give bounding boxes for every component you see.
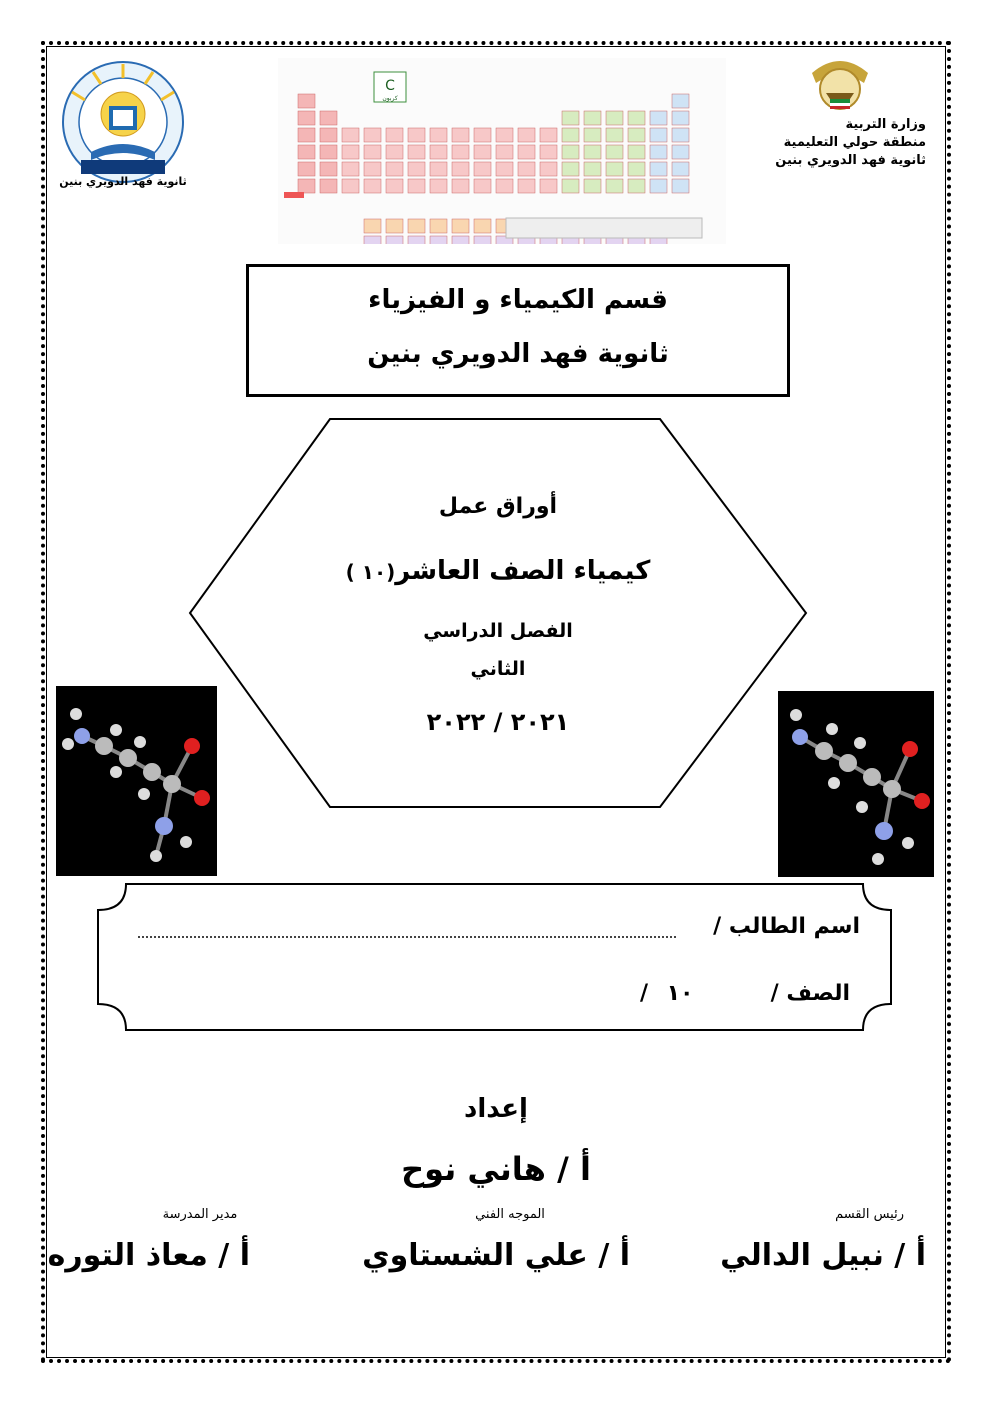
ministry-line-1: وزارة التربية bbox=[845, 117, 926, 132]
periodic-center-symbol: C bbox=[385, 78, 395, 94]
molecule-image-left bbox=[56, 686, 217, 876]
school-name: ثانوية فهد الدويري بنين bbox=[367, 339, 669, 369]
ministry-line-2: منطقة حولي التعليمية bbox=[783, 135, 926, 150]
principal-role: مدير المدرسة bbox=[162, 1207, 238, 1222]
subject-name: كيمياء الصف العاشر bbox=[395, 556, 651, 586]
semester-value: الثاني bbox=[470, 658, 526, 680]
head-of-department-role: رئيس القسم bbox=[835, 1207, 904, 1222]
title-hexagon bbox=[188, 417, 808, 809]
student-info-box bbox=[96, 882, 893, 1032]
kuwait-emblem bbox=[804, 53, 876, 117]
periodic-table-image bbox=[278, 58, 726, 244]
periodic-center-name: كربون bbox=[382, 95, 398, 102]
subject-title bbox=[288, 556, 708, 586]
ministry-line-3: ثانوية فهد الدويري بنين bbox=[775, 153, 926, 168]
ministry-header bbox=[726, 116, 926, 170]
department-box bbox=[246, 264, 790, 397]
class-slash: / bbox=[640, 981, 649, 1006]
academic-year: ٢٠٢١ / ٢٠٢٢ bbox=[426, 708, 570, 736]
prepared-by-label: إعداد bbox=[464, 1094, 528, 1124]
prepared-by-name: أ / هاني نوح bbox=[401, 1150, 591, 1188]
school-logo-caption: ثانوية فهد الدويري بنين bbox=[59, 175, 187, 188]
grade-number: (١٠ ) bbox=[345, 560, 396, 584]
department-title: قسم الكيمياء و الفيزياء bbox=[368, 285, 668, 315]
school-logo bbox=[57, 60, 189, 192]
supervisor-name: أ / علي الشستاوي bbox=[362, 1238, 630, 1273]
molecule-image-right bbox=[778, 691, 934, 877]
student-name-label: اسم الطالب / bbox=[713, 914, 860, 939]
student-name-field[interactable] bbox=[138, 926, 676, 938]
supervisor-role: الموجه الفني bbox=[475, 1207, 545, 1222]
class-value: ١٠ bbox=[666, 981, 694, 1006]
semester-label: الفصل الدراسي bbox=[423, 620, 573, 642]
class-label: الصف / bbox=[770, 981, 850, 1006]
head-of-department-name: أ / نبيل الدالي bbox=[720, 1238, 926, 1273]
principal-name: أ / معاذ التوره bbox=[47, 1238, 250, 1273]
worksheets-title: أوراق عمل bbox=[438, 494, 558, 519]
